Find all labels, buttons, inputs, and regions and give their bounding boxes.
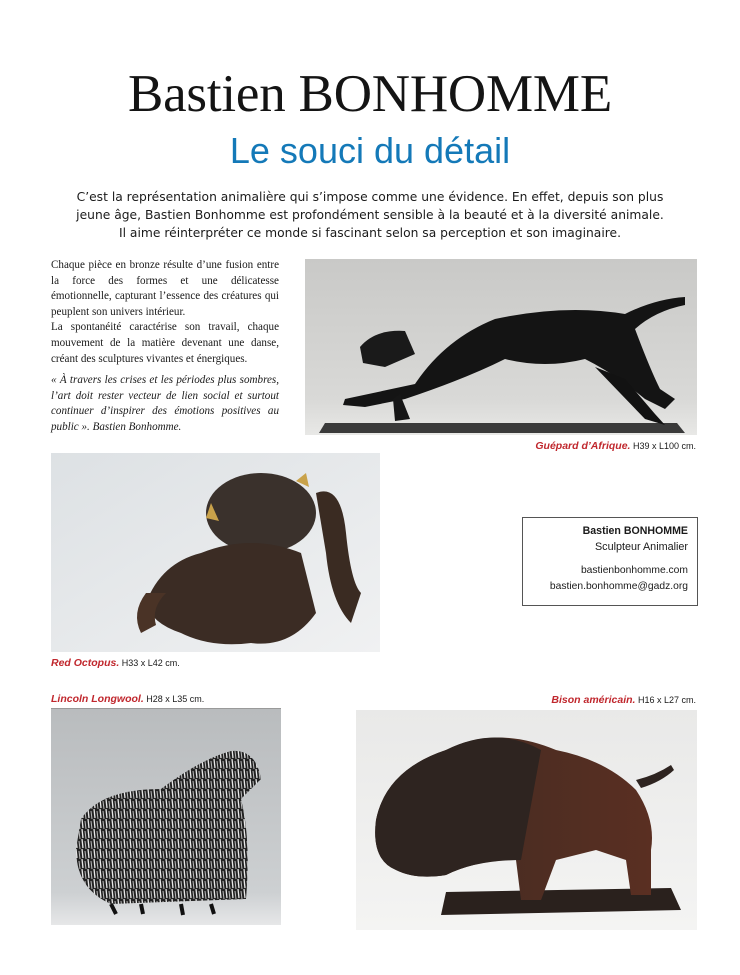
artwork-name: Guépard d’Afrique. bbox=[535, 440, 631, 452]
artwork-dimensions: H39 x L100 cm. bbox=[632, 441, 696, 451]
artist-quote: « À travers les crises et les périodes plus sombres, l’art doit rester vecteur de lien social et surtout continuer d’inspirer des émotions positives au public ». Bastien Bonhomme. bbox=[51, 374, 279, 433]
contact-role: Sculpteur Animalier bbox=[594, 541, 688, 553]
artwork-dimensions: H28 x L35 cm. bbox=[146, 694, 205, 704]
caption-octopus bbox=[51, 657, 180, 669]
contact-card bbox=[522, 517, 698, 606]
artwork-name: Lincoln Longwool. bbox=[51, 693, 144, 705]
caption-cheetah bbox=[535, 440, 696, 452]
intro-line: jeune âge, Bastien Bonhomme est profondément sensible à la beauté et à la diversité animale. bbox=[76, 208, 664, 222]
page-title: Bastien BONHOMME bbox=[127, 65, 613, 123]
bison-sculpture-photo bbox=[356, 710, 697, 930]
cheetah-sculpture-photo bbox=[305, 259, 697, 435]
sheep-sculpture-photo bbox=[51, 709, 281, 925]
artwork-name: Bison américain. bbox=[551, 694, 636, 706]
body-paragraph-2: La spontanéité caractérise son travail, chaque mouvement de la matière devenant une danse, créant des sculptures vivantes et énergiques. bbox=[51, 321, 279, 365]
artwork-name: Red Octopus. bbox=[51, 657, 120, 669]
artwork-dimensions: H16 x L27 cm. bbox=[637, 695, 696, 705]
intro-paragraph bbox=[70, 188, 670, 242]
caption-bison bbox=[551, 694, 696, 706]
body-text bbox=[51, 258, 279, 436]
website-link[interactable]: bastienbonhomme.com bbox=[580, 565, 688, 576]
intro-line: Il aime réinterpréter ce monde si fascinant selon sa perception et son imaginaire. bbox=[118, 226, 622, 240]
email-link[interactable]: bastien.bonhomme@gadz.org bbox=[549, 581, 688, 592]
octopus-sculpture-photo bbox=[51, 453, 380, 652]
caption-sheep bbox=[51, 693, 204, 705]
page-subtitle: Le souci du détail bbox=[229, 130, 511, 171]
artwork-dimensions: H33 x L42 cm. bbox=[121, 658, 180, 668]
body-paragraph-1: Chaque pièce en bronze résulte d’une fusion entre la force des formes et une délicatesse émotionnelle, capturant l’essence des créatures qui peuplent son univers intérieur. bbox=[51, 259, 279, 318]
contact-name: Bastien BONHOMME bbox=[582, 525, 688, 537]
intro-line: C’est la représentation animalière qui s’impose comme une évidence. En effet, depuis son plus bbox=[76, 190, 664, 204]
